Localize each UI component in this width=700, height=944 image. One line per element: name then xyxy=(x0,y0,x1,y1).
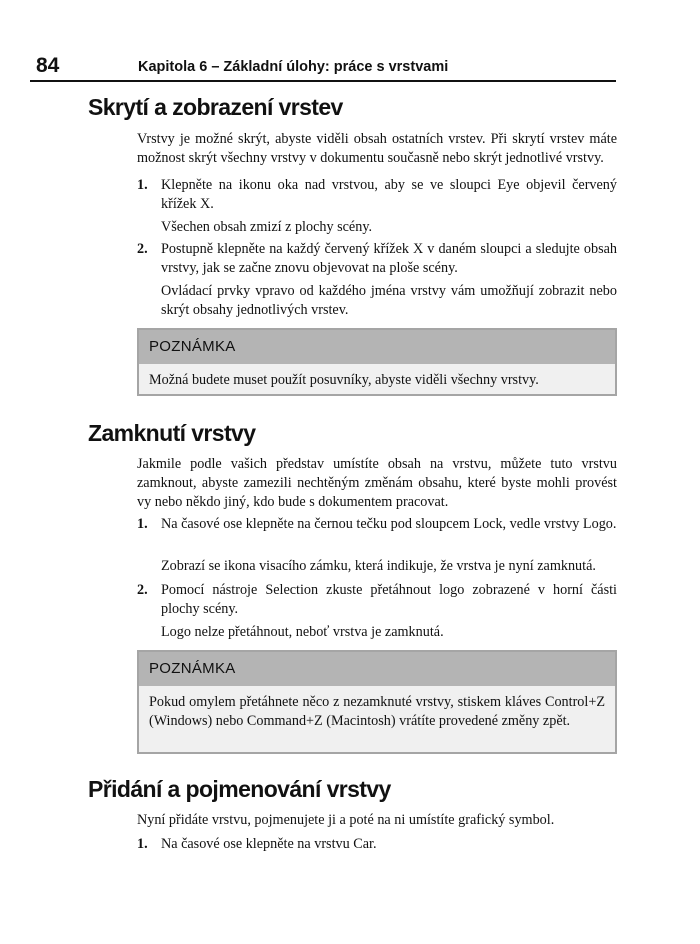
step-number: 1. xyxy=(137,516,148,532)
step-text: Klepněte na ikonu oka nad vrstvou, aby se ve sloupci Eye objevil červený křížek X. xyxy=(161,177,617,212)
section-heading-add-name-layer: Přidání a pojmenování vrstvy xyxy=(88,776,391,802)
section-heading-hide-show-layers: Skrytí a zobrazení vrstev xyxy=(88,94,343,120)
note-heading: POZNÁMKA xyxy=(139,652,615,686)
note-box xyxy=(137,328,617,396)
list-item xyxy=(137,176,617,214)
section-intro: Nyní přidáte vrstvu, pojmenujete ji a poté na ni umístíte grafický symbol. xyxy=(137,812,555,828)
list-item xyxy=(137,240,617,278)
section-heading-lock-layer: Zamknutí vrstvy xyxy=(88,420,256,446)
note-body: Možná budete muset použít posuvníky, abyste viděli všechny vrstvy. xyxy=(149,372,539,388)
step-number: 2. xyxy=(137,241,148,257)
chapter-title: Kapitola 6 – Základní úlohy: práce s vrstvami xyxy=(138,59,449,75)
step-text: Na časové ose klepněte na černou tečku pod sloupcem Lock, vedle vrstvy Logo. xyxy=(161,516,617,532)
step-text: Pomocí nástroje Selection zkuste přetáhnout logo zobrazené v horní části plochy scény. xyxy=(161,582,617,617)
step-result: Zobrazí se ikona visacího zámku, která indikuje, že vrstva je nyní zamknutá. xyxy=(161,558,596,574)
page-header xyxy=(30,54,616,82)
note-heading: POZNÁMKA xyxy=(139,330,615,364)
step-number: 1. xyxy=(137,177,148,193)
section-intro: Vrstvy je možné skrýt, abyste viděli obsah ostatních vrstev. Při skrytí vrstev máte možnost skrýt všechny vrstvy v dokumentu současně nebo skrýt jednotlivé vrstvy. xyxy=(137,131,617,166)
step-number: 1. xyxy=(137,836,148,852)
note-box xyxy=(137,650,617,754)
list-item xyxy=(137,581,617,619)
note-body: Pokud omylem přetáhnete něco z nezamknuté vrstvy, stiskem kláves Control+Z (Windows) nebo Command+Z (Macintosh) vrátíte provedené změny zpět. xyxy=(149,694,605,729)
step-number: 2. xyxy=(137,582,148,598)
step-result: Ovládací prvky vpravo od každého jména vrstvy vám umožňují zobrazit nebo skrýt obsahy jednotlivých vrstev. xyxy=(161,283,617,318)
page-number: 84 xyxy=(36,54,60,77)
section-intro: Jakmile podle vašich představ umístíte obsah na vrstvu, můžete tuto vrstvu zamknout, abyste zamezili nechtěným změnám obsahu, které byste mohli provést vy nebo někdo jiný, kdo bude s dokumentem pracovat. xyxy=(137,456,617,510)
list-item xyxy=(137,835,617,854)
step-text: Na časové ose klepněte na vrstvu Car. xyxy=(161,836,377,852)
step-text: Postupně klepněte na každý červený křížek X v daném sloupci a sledujte obsah vrstvy, jak se začne znovu objevovat na ploše scény. xyxy=(161,241,617,276)
step-result: Všechen obsah zmizí z plochy scény. xyxy=(161,219,373,235)
list-item xyxy=(137,515,617,534)
step-result: Logo nelze přetáhnout, neboť vrstva je zamknutá. xyxy=(161,624,444,640)
